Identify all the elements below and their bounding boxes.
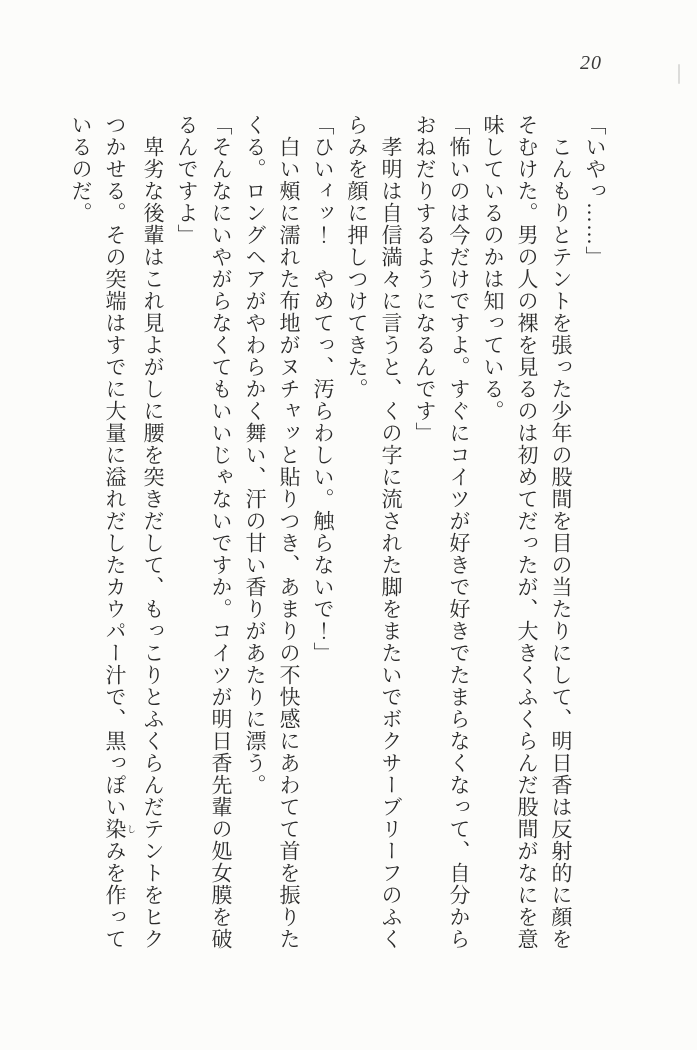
text-line: こんもりとテントを張った少年の股間を目の当たりにして、明日香は反射的に顔を [549,136,573,950]
scan-artifact [678,64,680,84]
text-line: 「いやっ……」 [583,114,607,268]
text-line: くる。ロングヘアがやわらかく舞い、汗の甘い香りがあたりに漂う。 [243,114,267,796]
text-line: おねだりするようになるんです」 [413,114,437,444]
text-line: 孝明は自信満々に言うと、くの字に流された脚をまたいでボクサーブリーフのふく [379,136,403,950]
furigana-ruby: 染 し [103,818,136,840]
text-line: るんですよ」 [175,114,199,246]
text-line: そむけた。男の人の裸を見るのは初めてだったが、大きくふくらんだ股間がなにを意 [515,114,539,950]
text-line: つかせる。その突端はすでに大量に溢れだしたカウパー汁で、黒っぽい染 しみを作って [103,114,136,950]
text-line: 「そんなにいやがらなくてもいいじゃないですか。コイツが明日香先輩の処女膜を破 [209,114,233,950]
text-line: 味しているのかは知っている。 [481,114,505,422]
text-line: 白い頰に濡れた布地がヌチャッと貼りつき、あまりの不快感にあわてて首を振りた [277,136,301,950]
text-line: 「ひいィッ！ やめてっ、汚らわしい。触らないで！」 [311,114,335,664]
text-line: 「怖いのは今だけですよ。すぐにコイツが好きで好きでたまらなくなって、自分から [447,114,471,950]
text-line: いるのだ。 [69,114,93,224]
text-line: らみを顔に押しつけてきた。 [345,114,369,400]
text-column-area [64,114,612,954]
page-number: 20 [580,52,602,74]
text-line: 卑劣な後輩はこれ見よがしに腰を突きだして、もっこりとふくらんだテントをヒク [141,136,165,950]
